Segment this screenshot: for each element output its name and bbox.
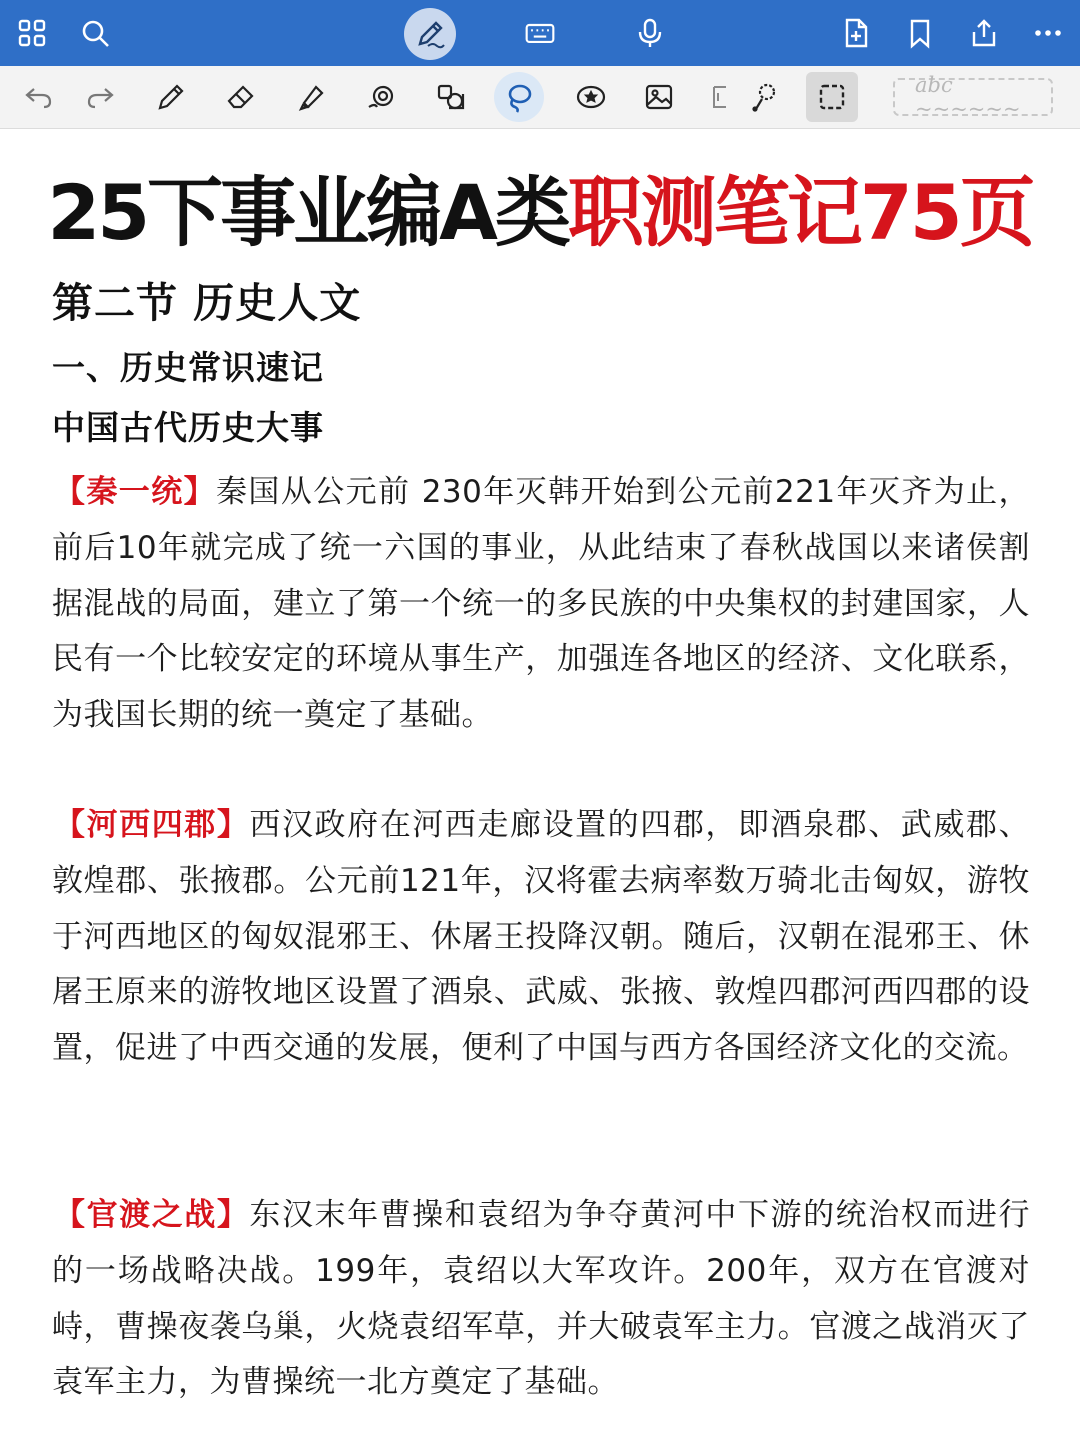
- shape-icon[interactable]: [363, 79, 399, 115]
- entry-tag: 【秦一统】: [54, 474, 217, 510]
- select-icon[interactable]: [814, 79, 850, 115]
- microphone-icon[interactable]: [632, 15, 668, 51]
- entry-paragraph: [52, 798, 1030, 1077]
- grid-icon[interactable]: [14, 15, 50, 51]
- object-icon[interactable]: [433, 79, 469, 115]
- topic-heading: 中国古代历史大事: [52, 408, 324, 447]
- subsection-heading: 一、历史常识速记: [52, 348, 324, 387]
- note-page: [0, 130, 1080, 1440]
- section-heading: 第二节 历史人文: [52, 279, 362, 327]
- entry-text: 秦国从公元前 230年灭韩开始到公元前221年灭齐为止，前后10年就完成了统一六国的事业，从此结束了春秋战国以来诸侯割据混战的局面，建立了第一个统一的多民族的中央集权的封建国家，人民有一个比较安定的环境从事生产，加强连各地区的经济、文化联系，为我国长期的统一奠定了基础。: [52, 474, 1031, 734]
- page-title: [0, 168, 1080, 258]
- drawing-toolbar: [0, 66, 1080, 129]
- pencil-icon[interactable]: [153, 79, 189, 115]
- entry-paragraph: [52, 465, 1030, 744]
- laser-icon[interactable]: [746, 79, 782, 115]
- undo-icon[interactable]: [20, 79, 56, 115]
- entry-tag: 【河西四郡】: [54, 807, 250, 843]
- eraser-icon[interactable]: [223, 79, 259, 115]
- text-icon[interactable]: [706, 79, 730, 115]
- sticker-icon[interactable]: [573, 79, 609, 115]
- pen-icon: [413, 17, 447, 51]
- lasso-icon[interactable]: [501, 79, 537, 115]
- redo-icon[interactable]: [83, 79, 119, 115]
- share-icon[interactable]: [966, 15, 1002, 51]
- entry-tag: 【官渡之战】: [54, 1197, 250, 1233]
- title-red: 职测笔记75页: [567, 168, 1033, 257]
- pen-mode-button[interactable]: [404, 8, 456, 60]
- keyboard-icon[interactable]: [521, 15, 559, 51]
- app-top-bar: [0, 0, 1080, 66]
- text-box-tool[interactable]: abc ~~~~~~: [893, 78, 1053, 116]
- entry-text: 东汉末年曹操和袁绍为争夺黄河中下游的统治权而进行的一场战略决战。199年，袁绍以大军攻许。200年，双方在官渡对峙，曹操夜袭乌巢，火烧袁绍军草，并大破袁军主力。官渡之战消灭了袁军主力，为曹操统一北方奠定了基础。: [52, 1197, 1031, 1401]
- image-icon[interactable]: [641, 79, 677, 115]
- highlighter-icon[interactable]: [293, 79, 329, 115]
- entry-text: 西汉政府在河西走廊设置的四郡，即酒泉郡、武威郡、敦煌郡、张掖郡。公元前121年，汉将霍去病率数万骑北击匈奴，游牧于河西地区的匈奴混邪王、休屠王投降汉朝。随后，汉朝在混邪王、休屠王原来的游牧地区设置了酒泉、武威、张掖、敦煌四郡河西四郡的设置，促进了中西交通的发展，便利了中国与西方各国经济文化的交流。: [52, 807, 1031, 1067]
- search-icon[interactable]: [77, 15, 113, 51]
- add-page-icon[interactable]: [838, 15, 874, 51]
- more-icon[interactable]: [1030, 15, 1066, 51]
- bookmark-icon[interactable]: [902, 15, 938, 51]
- entry-paragraph: [52, 1188, 1030, 1411]
- title-black: 25下事业编A类: [47, 168, 568, 257]
